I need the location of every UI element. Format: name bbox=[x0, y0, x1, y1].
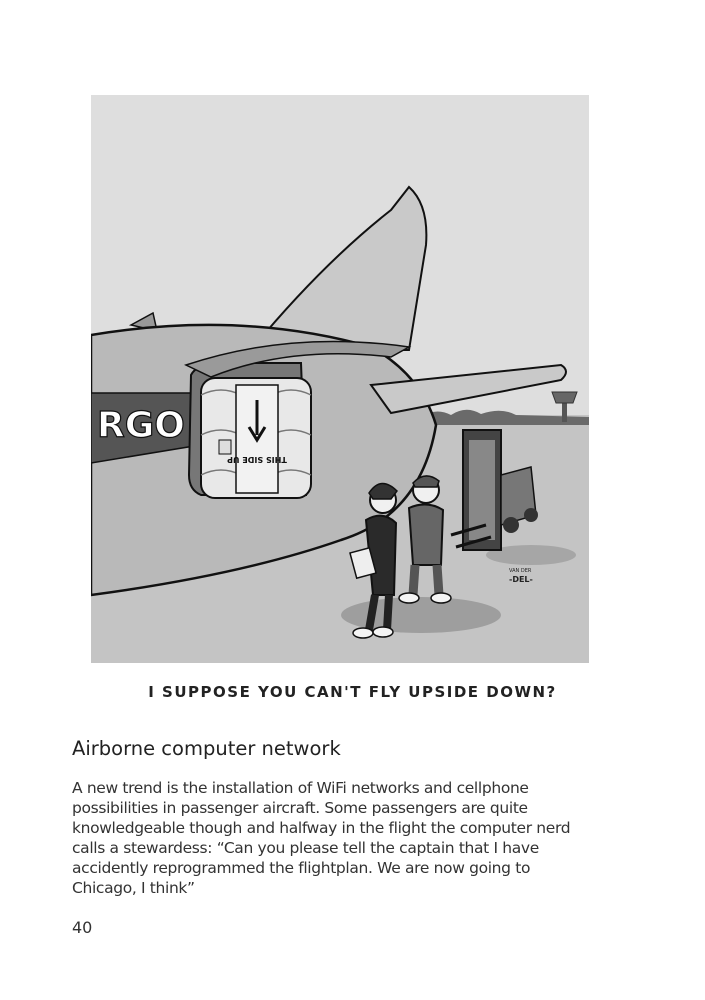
fuselage-text: RGO bbox=[97, 405, 185, 446]
upside-down-crate bbox=[201, 378, 311, 498]
crate-label: THIS SIDE UP bbox=[227, 455, 287, 464]
artist-signature-top: VAN DER bbox=[509, 568, 532, 574]
section-title: Airborne computer network bbox=[72, 737, 341, 760]
artist-signature: -DEL- bbox=[509, 575, 533, 584]
page-number: 40 bbox=[72, 918, 93, 937]
cartoon-caption: I SUPPOSE YOU CAN'T FLY UPSIDE DOWN? bbox=[148, 683, 557, 701]
article-body: A new trend is the installation of WiFi networks and cellphone possibilities in passenger aircraft. Some passengers are quite knowledgeable though and halfway in the flight the computer nerd calls a stewardess: “Can you please tell the captain that I have accidently reprogrammed the flightplan. We are now going to Chicago, I think” bbox=[72, 779, 571, 897]
cartoon-illustration bbox=[91, 95, 589, 663]
